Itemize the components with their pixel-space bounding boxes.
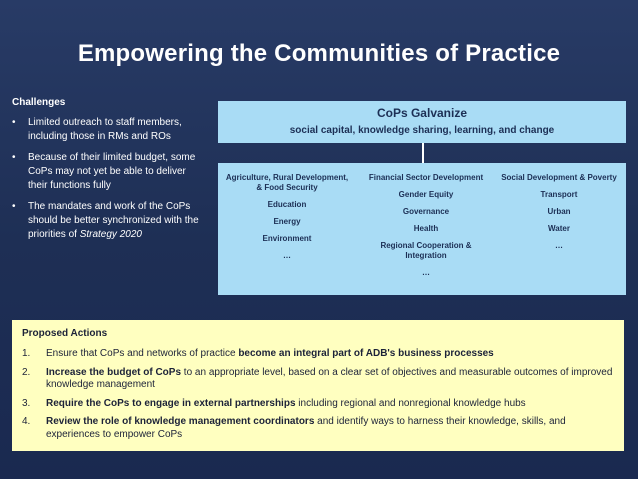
challenge-text: The mandates and work of the CoPs should be better synchronized with the priorities of — [28, 201, 199, 240]
galvanize-title: CoPs Galvanize — [376, 106, 468, 120]
actions-list — [22, 348, 618, 447]
area-item: Governance — [402, 207, 450, 216]
action-emphasis: Increase the budget of CoPs — [46, 366, 182, 378]
challenge-text: Limited outreach to staff members, including those in RMs and ROs — [28, 117, 182, 142]
galvanize-box — [218, 101, 626, 143]
area-item: Environment — [262, 234, 312, 243]
action-item — [22, 416, 618, 441]
strategy-title: Strategy 2020 — [79, 229, 142, 240]
action-item — [22, 348, 618, 361]
area-item: Urban — [547, 207, 571, 216]
area-item: … — [283, 251, 291, 260]
galvanize-subtitle: social capital, knowledge sharing, learning, and change — [289, 125, 555, 136]
action-text: to an appropriate level, based on a clear set of objectives and measurable outcomes of improved knowledge management — [46, 366, 613, 390]
action-emphasis: Review the role of knowledge management coordinators — [46, 416, 315, 427]
area-item: Energy — [273, 217, 301, 226]
area-item: Education — [267, 200, 307, 209]
areas-column-3 — [500, 173, 618, 258]
action-number: 3. — [22, 397, 31, 409]
challenge-item — [12, 116, 207, 144]
challenges-list — [12, 116, 207, 242]
slide-title: Empowering the Communities of Practice — [77, 40, 561, 67]
areas-column-2 — [362, 173, 490, 285]
action-emphasis: become an integral part of ADB's business processes — [238, 348, 494, 359]
area-item: … — [422, 268, 430, 277]
bullet-icon: • — [12, 201, 16, 212]
area-item: Water — [548, 224, 570, 233]
connector-line — [422, 143, 424, 163]
area-item: Financial Sector Development — [368, 173, 484, 182]
action-emphasis: Require the CoPs to engage in external partnerships — [46, 397, 296, 409]
bullet-icon: • — [12, 117, 16, 128]
action-number: 4. — [22, 416, 31, 427]
challenge-item — [12, 151, 207, 193]
practice-areas-box — [218, 163, 626, 295]
area-item: … — [555, 241, 563, 250]
action-item — [22, 367, 618, 392]
challenge-text: Because of their limited budget, some CoPs may not yet be able to deliver their functions fully — [28, 152, 196, 191]
action-item — [22, 398, 618, 411]
bullet-icon: • — [12, 152, 16, 163]
proposed-actions-box — [12, 320, 624, 451]
challenges-heading: Challenges — [12, 97, 66, 108]
action-number: 1. — [22, 348, 31, 359]
areas-column-1 — [224, 173, 350, 268]
action-text: including regional and nonregional knowledge hubs — [295, 397, 526, 409]
area-item: Transport — [540, 190, 578, 199]
area-item: Gender Equity — [398, 190, 454, 199]
area-item: Social Development & Poverty — [501, 173, 617, 182]
actions-heading: Proposed Actions — [22, 328, 108, 339]
action-number: 2. — [22, 366, 31, 378]
action-text: and identify ways to harness their knowledge, skills, and experiences to empower CoPs — [46, 416, 566, 440]
area-item: Health — [413, 224, 439, 233]
challenge-item — [12, 200, 207, 242]
action-text: Ensure that CoPs and networks of practice — [46, 348, 239, 359]
area-item: Agriculture, Rural Development, & Food Security — [225, 173, 349, 192]
challenges-panel — [12, 96, 207, 249]
area-item: Regional Cooperation & Integration — [380, 241, 472, 260]
